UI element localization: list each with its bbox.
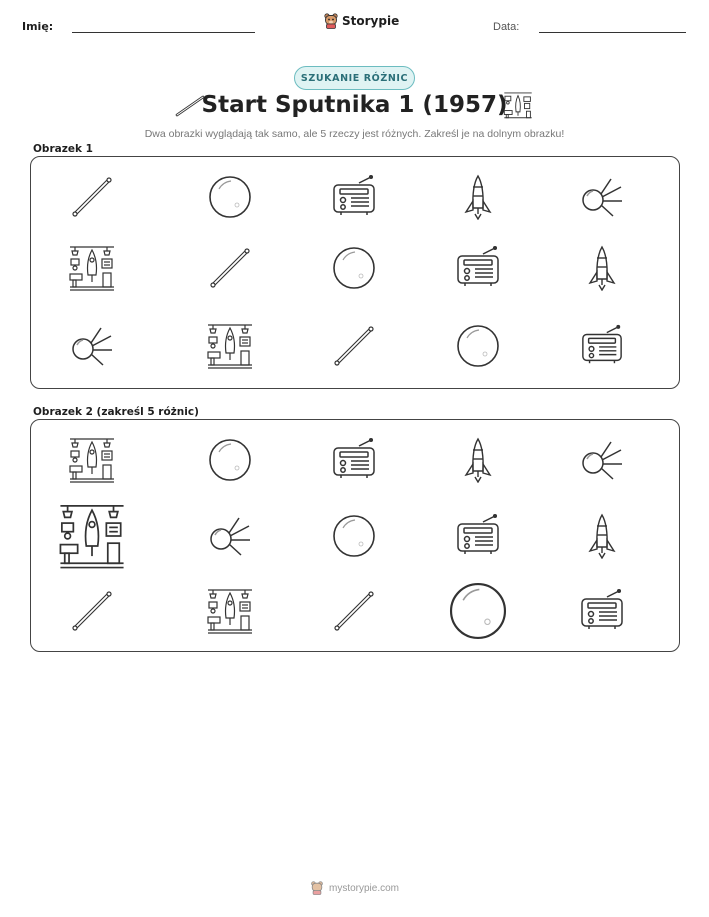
date-line[interactable] <box>539 32 686 33</box>
panel2-lab-icon[interactable] <box>69 437 115 483</box>
panel1-rod-icon <box>331 323 377 369</box>
bear-icon <box>324 13 338 29</box>
panel1-rod-icon <box>69 174 115 220</box>
panel2-rod-icon[interactable] <box>331 588 377 634</box>
footer <box>0 881 709 895</box>
panel1-sphere-icon <box>455 323 501 369</box>
panel2-sphere-icon[interactable] <box>331 513 377 559</box>
name-label: Imię: <box>22 20 54 33</box>
panel1-radio-icon <box>580 324 624 368</box>
panel2-sphere-icon[interactable] <box>207 437 253 483</box>
panel2-radio-icon[interactable] <box>331 437 377 483</box>
panel1-lab-icon <box>69 245 115 291</box>
panel2-radio-icon[interactable] <box>579 588 625 634</box>
panel2-rocket-icon[interactable] <box>579 513 625 559</box>
bear-icon <box>310 881 324 895</box>
panel1-rod-icon <box>207 245 253 291</box>
panel1-radio-icon <box>331 174 377 220</box>
panel1-radio-icon <box>455 245 501 291</box>
panel2-sphere-icon[interactable] <box>447 580 509 642</box>
panel2-lab-icon[interactable] <box>207 588 253 634</box>
page-title: Start Sputnika 1 (1957) <box>201 92 508 118</box>
panel1-sputnik-icon <box>69 323 115 369</box>
name-line[interactable] <box>72 32 255 33</box>
panel1-rocket-icon <box>455 174 501 220</box>
footer-url: mystorypie.com <box>328 882 399 894</box>
panel2-sputnik-icon[interactable] <box>207 513 253 559</box>
instructions: Dwa obrazki wyglądają tak samo, ale 5 rzeczy jest różnych. Zakreśl je na dolnym obrazku! <box>144 128 565 140</box>
panel2-radio-icon[interactable] <box>455 513 501 559</box>
panel2-sputnik-icon[interactable] <box>579 437 625 483</box>
panel2-rocket-icon[interactable] <box>455 437 501 483</box>
activity-badge: SZUKANIE RÓŻNIC <box>294 66 415 90</box>
panel1-sphere-icon <box>207 174 253 220</box>
panel1-sputnik-icon <box>579 174 625 220</box>
panel1-rocket-icon <box>579 245 625 291</box>
lab-icon <box>503 91 533 121</box>
panel1-lab-icon <box>207 323 253 369</box>
date-label: Data: <box>493 21 520 33</box>
panel1-label: Obrazek 1 <box>33 143 93 155</box>
panel1-sphere-icon <box>331 245 377 291</box>
brand-logo <box>324 13 399 29</box>
panel2-label: Obrazek 2 (zakreśl 5 różnic) <box>33 406 199 418</box>
panel2-lab-icon[interactable] <box>59 503 125 569</box>
panel2-rod-icon[interactable] <box>69 588 115 634</box>
brand-name: Storypie <box>342 14 400 28</box>
